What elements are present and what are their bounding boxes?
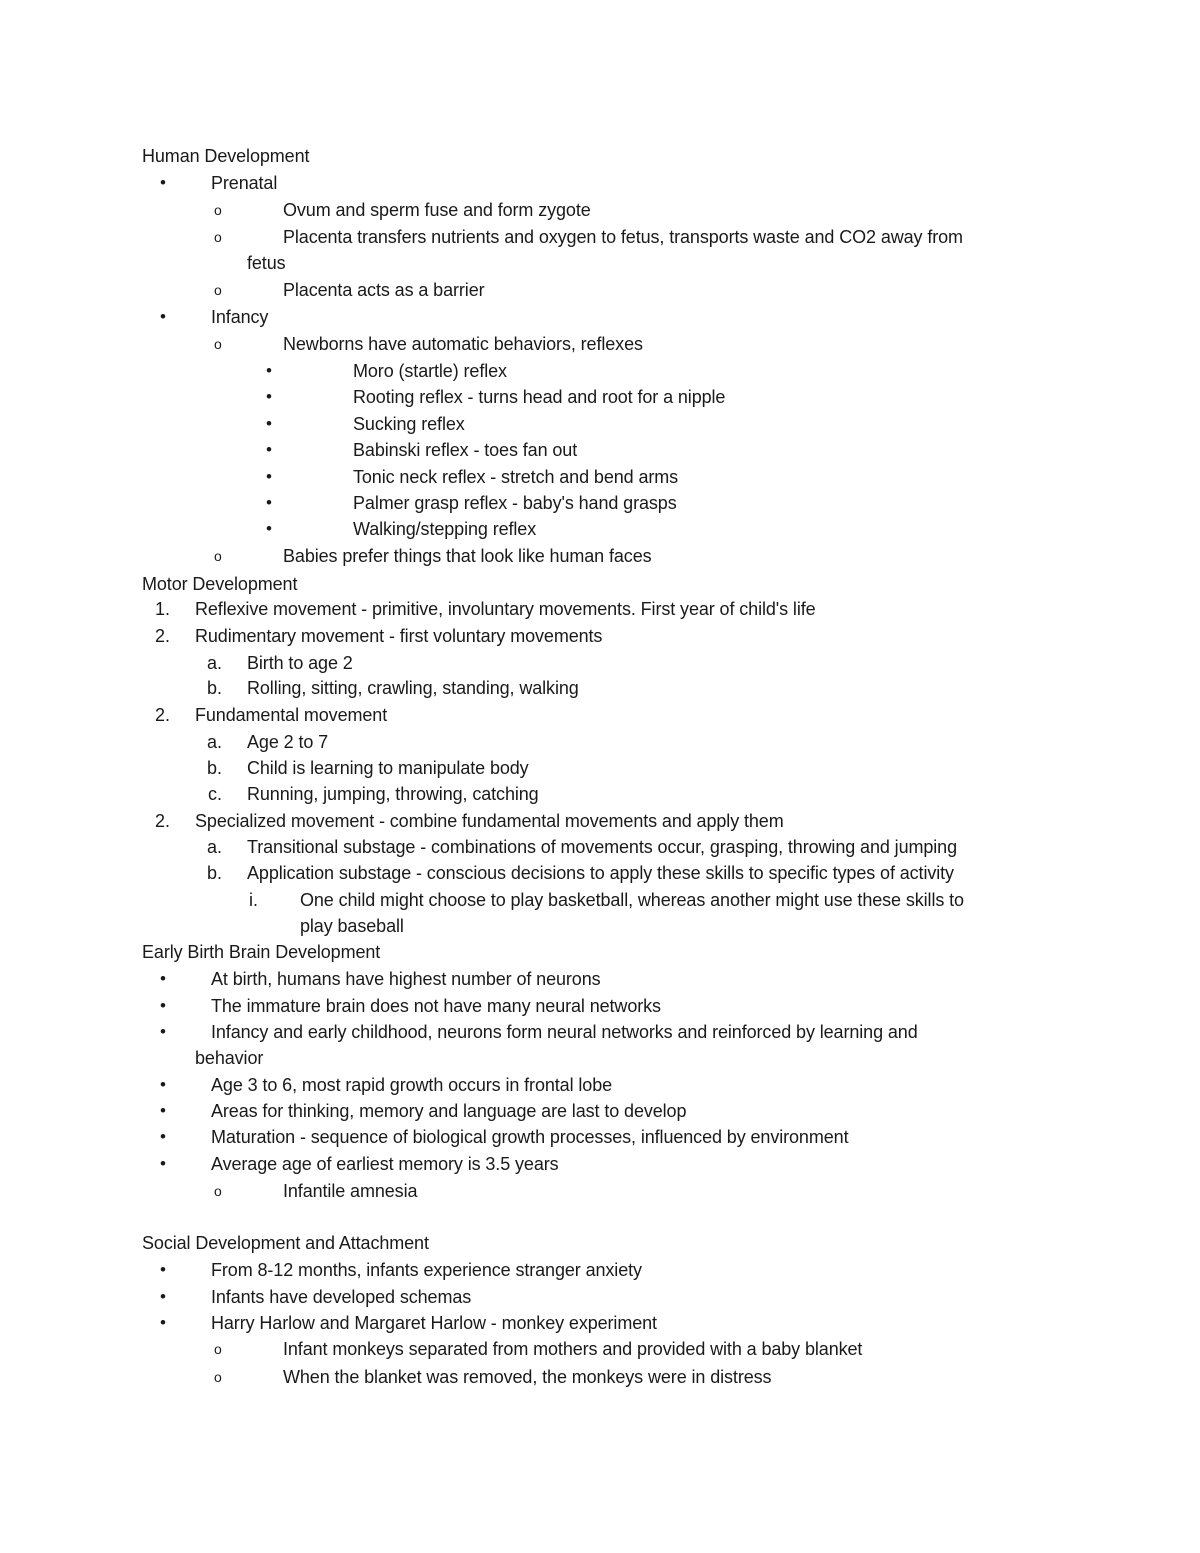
circle-marker: o <box>214 336 222 352</box>
section-heading: Early Birth Brain Development <box>142 942 381 962</box>
bullet-marker: • <box>160 1127 166 1146</box>
list-item: Newborns have automatic behaviors, reflexes <box>283 334 643 354</box>
list-item: Application substage - conscious decisions to apply these skills to specific types of activity <box>247 863 954 883</box>
bullet-marker: • <box>160 1313 166 1332</box>
list-item: Maturation - sequence of biological growth processes, influenced by environment <box>211 1127 849 1147</box>
circle-marker: o <box>214 282 222 298</box>
list-item: behavior <box>195 1048 264 1068</box>
bullet-marker: • <box>266 440 272 459</box>
list-number: a. <box>206 653 222 673</box>
list-number: a. <box>206 837 222 857</box>
bullet-marker: • <box>266 467 272 486</box>
list-item: Placenta acts as a barrier <box>283 280 485 300</box>
list-item: At birth, humans have highest number of neurons <box>211 969 601 989</box>
list-item: play baseball <box>300 916 404 936</box>
list-item: Rudimentary movement - first voluntary movements <box>195 626 603 646</box>
list-item: Tonic neck reflex - stretch and bend arms <box>353 467 679 487</box>
list-item: Average age of earliest memory is 3.5 years <box>211 1154 559 1174</box>
list-item: Child is learning to manipulate body <box>247 758 529 778</box>
list-item: The immature brain does not have many neural networks <box>211 996 661 1016</box>
bullet-marker: • <box>160 307 166 326</box>
circle-marker: o <box>214 548 222 564</box>
bullet-marker: • <box>266 493 272 512</box>
list-item: Ovum and sperm fuse and form zygote <box>283 200 591 220</box>
list-number: a. <box>206 732 222 752</box>
list-item: Placenta transfers nutrients and oxygen to fetus, transports waste and CO2 away from <box>283 227 963 247</box>
list-number: b. <box>206 678 222 698</box>
list-item: Reflexive movement - primitive, involuntary movements. First year of child's life <box>195 599 816 619</box>
list-item: Infants have developed schemas <box>211 1287 472 1307</box>
list-item: Infant monkeys separated from mothers and provided with a baby blanket <box>283 1339 863 1359</box>
list-item: From 8-12 months, infants experience stranger anxiety <box>211 1260 642 1280</box>
list-item: Age 3 to 6, most rapid growth occurs in frontal lobe <box>211 1075 613 1095</box>
bullet-marker: • <box>160 1022 166 1041</box>
list-item: Birth to age 2 <box>247 653 353 673</box>
bullet-marker: • <box>160 1075 166 1094</box>
bullet-marker: • <box>160 1154 166 1173</box>
list-number: b. <box>206 863 222 883</box>
list-number: 2. <box>154 626 170 646</box>
list-item: Rooting reflex - turns head and root for a nipple <box>353 387 726 407</box>
bullet-marker: • <box>160 1101 166 1120</box>
list-number: i. <box>249 890 258 910</box>
list-item: Harry Harlow and Margaret Harlow - monkey experiment <box>211 1313 657 1333</box>
list-item: Age 2 to 7 <box>247 732 329 752</box>
list-item: One child might choose to play basketball, whereas another might use these skills to <box>300 890 964 910</box>
section-heading: Human Development <box>142 146 310 166</box>
list-item: fetus <box>247 253 286 273</box>
list-item: Sucking reflex <box>353 414 465 434</box>
list-number: c. <box>207 784 222 804</box>
bullet-marker: • <box>160 969 166 988</box>
list-item: Infancy <box>211 307 269 327</box>
list-item: Babies prefer things that look like human faces <box>283 546 652 566</box>
bullet-marker: • <box>160 996 166 1015</box>
bullet-marker: • <box>160 173 166 192</box>
list-item: Babinski reflex - toes fan out <box>353 440 578 460</box>
list-item: Running, jumping, throwing, catching <box>247 784 539 804</box>
list-item: Transitional substage - combinations of movements occur, grasping, throwing and jumping <box>247 837 958 857</box>
circle-marker: o <box>214 202 222 218</box>
circle-marker: o <box>214 1341 222 1357</box>
list-item: Prenatal <box>211 173 278 193</box>
bullet-marker: • <box>160 1287 166 1306</box>
bullet-marker: • <box>266 414 272 433</box>
list-item: When the blanket was removed, the monkeys were in distress <box>283 1367 772 1387</box>
list-item: Areas for thinking, memory and language are last to develop <box>211 1101 687 1121</box>
circle-marker: o <box>214 1369 222 1385</box>
list-item: Moro (startle) reflex <box>353 361 507 381</box>
bullet-marker: • <box>160 1260 166 1279</box>
section-heading: Social Development and Attachment <box>142 1233 429 1253</box>
list-item: Specialized movement - combine fundamental movements and apply them <box>195 811 784 831</box>
bullet-marker: • <box>266 387 272 406</box>
bullet-marker: • <box>266 361 272 380</box>
list-item: Fundamental movement <box>195 705 388 725</box>
circle-marker: o <box>214 1183 222 1199</box>
list-item: Infancy and early childhood, neurons form neural networks and reinforced by learning and <box>211 1022 918 1042</box>
section-heading: Motor Development <box>142 574 298 594</box>
list-number: b. <box>206 758 222 778</box>
list-item: Palmer grasp reflex - baby's hand grasps <box>353 493 677 513</box>
list-item: Infantile amnesia <box>283 1181 418 1201</box>
list-number: 2. <box>154 705 170 725</box>
list-number: 2. <box>154 811 170 831</box>
bullet-marker: • <box>266 519 272 538</box>
list-number: 1. <box>154 599 170 619</box>
list-item: Rolling, sitting, crawling, standing, walking <box>247 678 579 698</box>
list-item: Walking/stepping reflex <box>353 519 537 539</box>
circle-marker: o <box>214 229 222 245</box>
